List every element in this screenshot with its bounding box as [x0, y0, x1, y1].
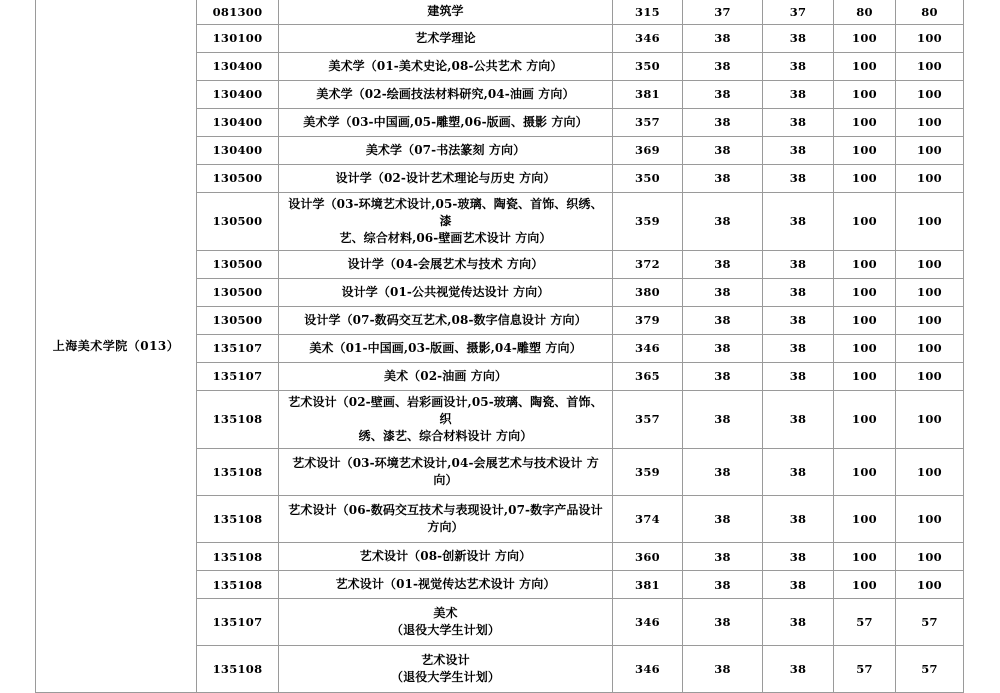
major-name-cell: [279, 646, 613, 693]
major-code-cell: 081300: [197, 0, 279, 25]
single-subject-score-2-cell: 38: [763, 165, 834, 193]
full-mark-subject-score-2-cell: 100: [896, 25, 964, 53]
single-subject-score-1-cell: 38: [683, 25, 763, 53]
full-mark-subject-score-2-cell: 100: [896, 391, 964, 449]
single-subject-score-2-cell: 38: [763, 109, 834, 137]
major-name-line: 艺术设计（06-数码交互技术与表现设计,07-数字产品设计: [288, 503, 603, 518]
full-mark-subject-score-2-cell: 100: [896, 449, 964, 496]
single-subject-score-1-cell: 38: [683, 53, 763, 81]
single-subject-score-2-cell: 38: [763, 571, 834, 599]
full-mark-subject-score-2-cell: 100: [896, 193, 964, 251]
single-subject-score-1-cell: 38: [683, 137, 763, 165]
single-subject-score-2-cell: 38: [763, 137, 834, 165]
total-score-cell: 346: [613, 25, 683, 53]
full-mark-subject-score-2-cell: 100: [896, 363, 964, 391]
single-subject-score-1-cell: 38: [683, 307, 763, 335]
admission-score-table: [35, 0, 964, 693]
major-name-line: 向）: [433, 473, 458, 488]
single-subject-score-2-cell: 38: [763, 307, 834, 335]
major-code-cell: 130500: [197, 279, 279, 307]
full-mark-subject-score-1-cell: 100: [834, 543, 896, 571]
major-name-line: 艺、综合材料,06-壁画艺术设计 方向）: [339, 231, 552, 246]
major-name-line: 艺术学理论: [415, 30, 476, 45]
full-mark-subject-score-1-cell: 100: [834, 307, 896, 335]
major-name-line: 绣、漆艺、综合材料设计 方向）: [358, 429, 533, 444]
major-name-cell: [279, 0, 613, 25]
major-name-cell: [279, 363, 613, 391]
major-name-cell: [279, 496, 613, 543]
major-name-line: （退役大学生计划）: [391, 623, 500, 638]
total-score-cell: 374: [613, 496, 683, 543]
single-subject-score-1-cell: 38: [683, 599, 763, 646]
single-subject-score-1-cell: 38: [683, 279, 763, 307]
major-code-cell: 135108: [197, 646, 279, 693]
full-mark-subject-score-2-cell: 100: [896, 53, 964, 81]
single-subject-score-1-cell: 38: [683, 571, 763, 599]
single-subject-score-2-cell: 38: [763, 193, 834, 251]
full-mark-subject-score-1-cell: 100: [834, 109, 896, 137]
major-name-line: 艺术设计（02-壁画、岩彩画设计,05-玻璃、陶瓷、首饰、织: [288, 395, 603, 427]
full-mark-subject-score-1-cell: 100: [834, 137, 896, 165]
major-code-cell: 135108: [197, 571, 279, 599]
full-mark-subject-score-2-cell: 100: [896, 81, 964, 109]
major-code-cell: 135107: [197, 335, 279, 363]
single-subject-score-1-cell: 38: [683, 109, 763, 137]
major-name-line: 美术（02-油画 方向）: [383, 369, 508, 384]
major-name-cell: [279, 25, 613, 53]
major-name-line: （退役大学生计划）: [391, 670, 500, 685]
major-name-line: 艺术设计（08-创新设计 方向）: [359, 549, 532, 564]
major-name-line: 美术学（02-绘画技法材料研究,04-油画 方向）: [316, 86, 575, 101]
total-score-cell: 360: [613, 543, 683, 571]
major-name-cell: [279, 449, 613, 496]
major-name-cell: [279, 251, 613, 279]
major-name-cell: [279, 543, 613, 571]
total-score-cell: 379: [613, 307, 683, 335]
major-name-cell: [279, 81, 613, 109]
major-code-cell: 130500: [197, 193, 279, 251]
full-mark-subject-score-1-cell: 57: [834, 646, 896, 693]
major-code-cell: 135108: [197, 449, 279, 496]
single-subject-score-1-cell: 38: [683, 543, 763, 571]
full-mark-subject-score-2-cell: 100: [896, 496, 964, 543]
full-mark-subject-score-2-cell: 100: [896, 279, 964, 307]
full-mark-subject-score-2-cell: 57: [896, 599, 964, 646]
major-code-cell: 135108: [197, 496, 279, 543]
major-code-cell: 130400: [197, 137, 279, 165]
major-name-line: 艺术设计: [421, 653, 470, 668]
major-code-cell: 130400: [197, 53, 279, 81]
college-name-cell: 上海美术学院（013）: [36, 0, 197, 693]
single-subject-score-2-cell: 38: [763, 25, 834, 53]
total-score-cell: 357: [613, 391, 683, 449]
total-score-cell: 357: [613, 109, 683, 137]
total-score-cell: 346: [613, 646, 683, 693]
single-subject-score-1-cell: 38: [683, 193, 763, 251]
major-name-line: 艺术设计（03-环境艺术设计,04-会展艺术与技术设计 方: [292, 456, 599, 471]
full-mark-subject-score-1-cell: 100: [834, 193, 896, 251]
major-name-line: 方向）: [427, 520, 464, 535]
total-score-cell: 359: [613, 449, 683, 496]
single-subject-score-2-cell: 38: [763, 391, 834, 449]
major-name-line: 美术学（07-书法篆刻 方向）: [365, 142, 526, 157]
full-mark-subject-score-1-cell: 100: [834, 25, 896, 53]
full-mark-subject-score-2-cell: 100: [896, 307, 964, 335]
full-mark-subject-score-1-cell: 57: [834, 599, 896, 646]
full-mark-subject-score-2-cell: 100: [896, 137, 964, 165]
full-mark-subject-score-2-cell: 100: [896, 543, 964, 571]
major-name-cell: [279, 599, 613, 646]
major-name-cell: [279, 307, 613, 335]
full-mark-subject-score-1-cell: 80: [834, 0, 896, 25]
full-mark-subject-score-1-cell: 100: [834, 53, 896, 81]
single-subject-score-1-cell: 38: [683, 646, 763, 693]
full-mark-subject-score-1-cell: 100: [834, 496, 896, 543]
single-subject-score-1-cell: 38: [683, 363, 763, 391]
major-name-line: 设计学（01-公共视觉传达设计 方向）: [341, 285, 550, 300]
single-subject-score-2-cell: 38: [763, 53, 834, 81]
major-name-cell: [279, 137, 613, 165]
full-mark-subject-score-1-cell: 100: [834, 279, 896, 307]
single-subject-score-1-cell: 38: [683, 251, 763, 279]
major-name-cell: [279, 279, 613, 307]
major-name-cell: [279, 335, 613, 363]
total-score-cell: 369: [613, 137, 683, 165]
single-subject-score-1-cell: 37: [683, 0, 763, 25]
full-mark-subject-score-2-cell: 80: [896, 0, 964, 25]
major-name-cell: [279, 193, 613, 251]
major-code-cell: 130100: [197, 25, 279, 53]
full-mark-subject-score-1-cell: 100: [834, 449, 896, 496]
single-subject-score-1-cell: 38: [683, 165, 763, 193]
major-code-cell: 130400: [197, 81, 279, 109]
single-subject-score-1-cell: 38: [683, 81, 763, 109]
major-code-cell: 130500: [197, 307, 279, 335]
table-body: [36, 0, 964, 693]
full-mark-subject-score-1-cell: 100: [834, 363, 896, 391]
single-subject-score-2-cell: 38: [763, 335, 834, 363]
single-subject-score-2-cell: 38: [763, 363, 834, 391]
total-score-cell: 315: [613, 0, 683, 25]
single-subject-score-1-cell: 38: [683, 496, 763, 543]
full-mark-subject-score-1-cell: 100: [834, 391, 896, 449]
full-mark-subject-score-1-cell: 100: [834, 81, 896, 109]
single-subject-score-2-cell: 38: [763, 81, 834, 109]
total-score-cell: 346: [613, 335, 683, 363]
major-name-line: 设计学（07-数码交互艺术,08-数字信息设计 方向）: [304, 313, 587, 328]
major-code-cell: 130500: [197, 165, 279, 193]
full-mark-subject-score-1-cell: 100: [834, 335, 896, 363]
full-mark-subject-score-2-cell: 100: [896, 109, 964, 137]
single-subject-score-1-cell: 38: [683, 335, 763, 363]
single-subject-score-2-cell: 38: [763, 496, 834, 543]
single-subject-score-2-cell: 38: [763, 251, 834, 279]
total-score-cell: 381: [613, 571, 683, 599]
full-mark-subject-score-2-cell: 100: [896, 335, 964, 363]
total-score-cell: 380: [613, 279, 683, 307]
total-score-cell: 346: [613, 599, 683, 646]
major-name-cell: [279, 165, 613, 193]
major-name-cell: [279, 571, 613, 599]
table-row: [36, 0, 964, 25]
major-code-cell: 130400: [197, 109, 279, 137]
major-name-cell: [279, 109, 613, 137]
total-score-cell: 350: [613, 165, 683, 193]
total-score-cell: 381: [613, 81, 683, 109]
major-code-cell: 135107: [197, 363, 279, 391]
full-mark-subject-score-2-cell: 57: [896, 646, 964, 693]
major-name-line: 美术（01-中国画,03-版画、摄影,04-雕塑 方向）: [309, 341, 582, 356]
single-subject-score-2-cell: 38: [763, 646, 834, 693]
single-subject-score-2-cell: 38: [763, 279, 834, 307]
full-mark-subject-score-1-cell: 100: [834, 251, 896, 279]
total-score-cell: 365: [613, 363, 683, 391]
full-mark-subject-score-1-cell: 100: [834, 571, 896, 599]
full-mark-subject-score-2-cell: 100: [896, 571, 964, 599]
major-name-line: 美术: [433, 606, 458, 621]
single-subject-score-2-cell: 38: [763, 543, 834, 571]
major-code-cell: 135107: [197, 599, 279, 646]
major-name-line: 艺术设计（01-视觉传达艺术设计 方向）: [335, 577, 556, 592]
full-mark-subject-score-1-cell: 100: [834, 165, 896, 193]
single-subject-score-2-cell: 38: [763, 599, 834, 646]
major-code-cell: 135108: [197, 391, 279, 449]
full-mark-subject-score-2-cell: 100: [896, 165, 964, 193]
major-name-line: 设计学（03-环境艺术设计,05-玻璃、陶瓷、首饰、织绣、漆: [288, 197, 603, 229]
major-name-line: 建筑学: [427, 4, 464, 19]
single-subject-score-2-cell: 38: [763, 449, 834, 496]
total-score-cell: 359: [613, 193, 683, 251]
single-subject-score-1-cell: 38: [683, 391, 763, 449]
major-code-cell: 135108: [197, 543, 279, 571]
single-subject-score-1-cell: 38: [683, 449, 763, 496]
major-name-cell: [279, 391, 613, 449]
major-code-cell: 130500: [197, 251, 279, 279]
major-name-cell: [279, 53, 613, 81]
major-name-line: 美术学（01-美术史论,08-公共艺术 方向）: [328, 58, 563, 73]
major-name-line: 美术学（03-中国画,05-雕塑,06-版画、摄影 方向）: [303, 114, 588, 129]
major-name-line: 设计学（02-设计艺术理论与历史 方向）: [335, 170, 556, 185]
full-mark-subject-score-2-cell: 100: [896, 251, 964, 279]
single-subject-score-2-cell: 37: [763, 0, 834, 25]
total-score-cell: 350: [613, 53, 683, 81]
total-score-cell: 372: [613, 251, 683, 279]
major-name-line: 设计学（04-会展艺术与技术 方向）: [347, 257, 544, 272]
